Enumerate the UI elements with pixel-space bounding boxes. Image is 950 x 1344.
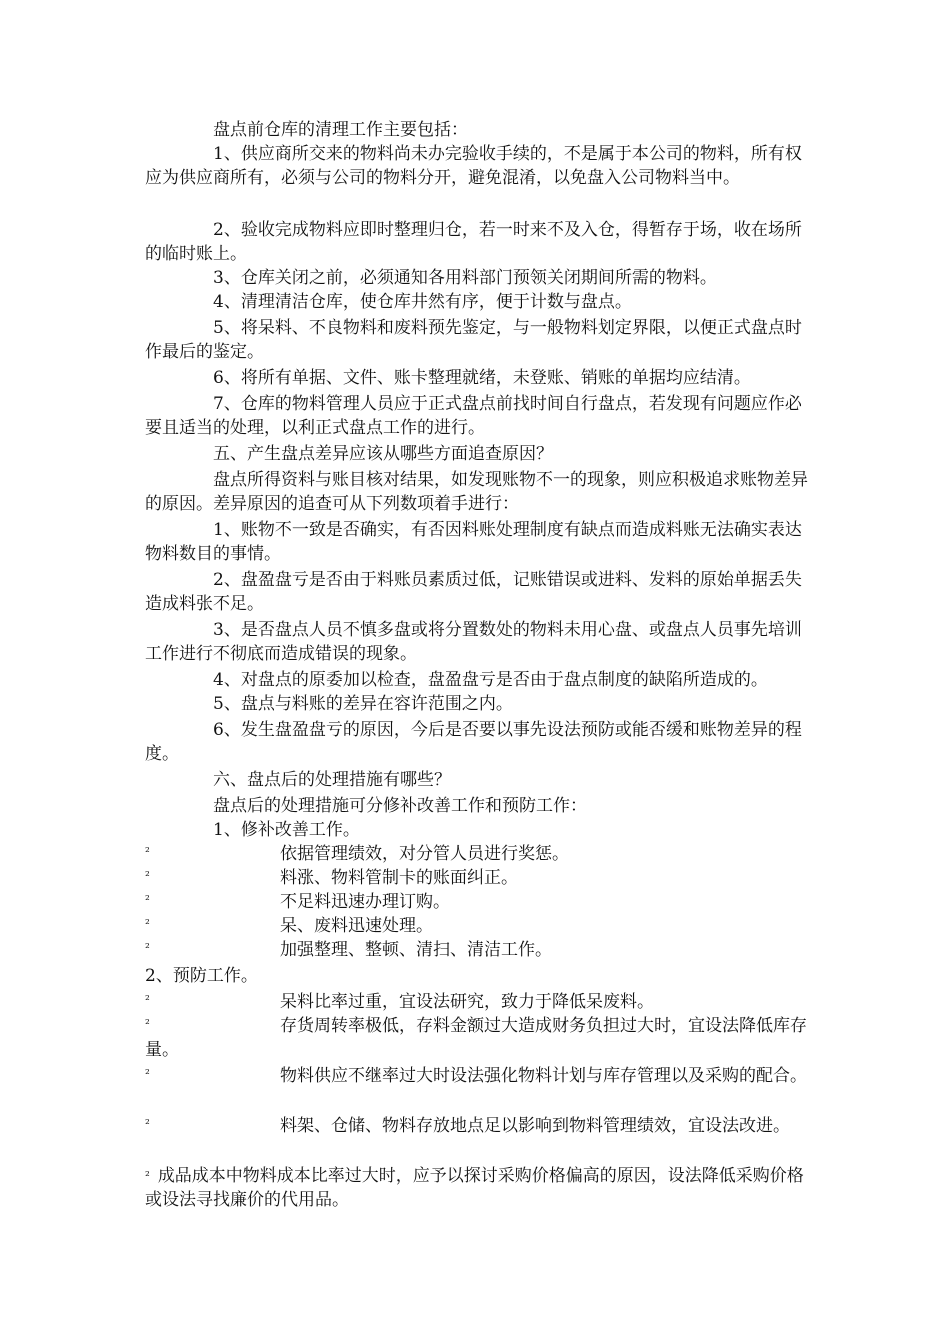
list-item [145, 1114, 815, 1138]
paragraph-repair-title: 1、修补改善工作。 [213, 820, 360, 840]
list-item [145, 866, 815, 890]
list-item [145, 990, 815, 1014]
paragraph-diff-5: 5、盘点与料账的差异在容许范围之内。 [213, 694, 513, 714]
paragraph-diff-6: 6、发生盘盈盘亏的原因，今后是否要以事先设法预防或能否缓和账物差异的程度。 [145, 720, 802, 764]
list-item [145, 1164, 815, 1212]
list-item-text: 物料供应不继率过大时设法强化物料计划与库存管理以及采购的配合。 [280, 1066, 807, 1086]
bullet-mark: ² [145, 869, 150, 883]
bullet-mark: ² [145, 845, 150, 859]
paragraph-item-5: 5、将呆料、不良物料和废料预先鉴定，与一般物料划定界限，以便正式盘点时作最后的鉴定。 [145, 318, 802, 362]
paragraph-intro: 盘点前仓库的清理工作主要包括： [213, 120, 468, 140]
list-item-text: 料架、仓储、物料存放地点足以影响到物料管理绩效，宜设法改进。 [280, 1116, 790, 1136]
paragraph-diff-4: 4、对盘点的原委加以检查，盘盈盘亏是否由于盘点制度的缺陷所造成的。 [213, 670, 768, 690]
paragraph-item-6: 6、将所有单据、文件、账卡整理就绪，未登账、销账的单据均应结清。 [213, 368, 751, 388]
list-item-body: 成品成本中物料成本比率过大时，应予以探讨采购价格偏高的原因，设法降低采购价格或设法寻找廉价的代用品。 [145, 1166, 804, 1210]
bullet-mark: ² [145, 893, 150, 907]
list-item-text: 依据管理绩效，对分管人员进行奖惩。 [280, 844, 569, 864]
paragraph-diff-intro: 盘点所得资料与账目核对结果，如发现账物不一的现象，则应积极追求账物差异的原因。差异原因的追查可从下列数项着手进行： [145, 470, 808, 514]
paragraph-after-intro: 盘点后的处理措施可分修补改善工作和预防工作： [213, 796, 587, 816]
list-item-text: 存货周转率极低，存料金额过大造成财务负担过大时，宜设法降低库存量。 [145, 1016, 807, 1060]
paragraph-prevent-title: 2、预防工作。 [145, 966, 258, 986]
section-heading-5: 五、产生盘点差异应该从哪些方面追查原因？ [213, 444, 553, 464]
bullet-mark: ² [145, 1117, 150, 1131]
list-item-text: 呆料比率过重，宜设法研究，致力于降低呆废料。 [280, 992, 654, 1012]
paragraph-item-3: 3、仓库关闭之前，必须通知各用料部门预领关闭期间所需的物料。 [213, 268, 717, 288]
paragraph-diff-2: 2、盘盈盘亏是否由于料账员素质过低，记账错误或进料、发料的原始单据丢失造成料张不足。 [145, 570, 802, 614]
list-item [145, 842, 815, 866]
bullet-mark: ² [145, 1017, 150, 1031]
paragraph-item-2: 2、验收完成物料应即时整理归仓，若一时来不及入仓，得暂存于场，收在场所的临时账上。 [145, 220, 802, 264]
list-item [145, 1014, 815, 1062]
list-item-text: 加强整理、整顿、清扫、清洁工作。 [280, 940, 552, 960]
list-item [145, 1064, 815, 1088]
paragraph-diff-1: 1、账物不一致是否确实，有否因料账处理制度有缺点而造成料账无法确实表达物料数目的事情。 [145, 520, 802, 564]
paragraph-item-7: 7、仓库的物料管理人员应于正式盘点前找时间自行盘点，若发现有问题应作必要且适当的处理，以利正式盘点工作的进行。 [145, 394, 802, 438]
list-item-text [145, 1164, 815, 1212]
paragraph-diff-3: 3、是否盘点人员不慎多盘或将分置数处的物料未用心盘、或盘点人员事先培训工作进行不彻底而造成错误的现象。 [145, 620, 802, 664]
bullet-mark: ² [145, 941, 150, 955]
paragraph-item-1: 1、供应商所交来的物料尚未办完验收手续的，不是属于本公司的物料，所有权应为供应商所有，必须与公司的物料分开，避免混淆，以免盘入公司物料当中。 [145, 144, 802, 188]
bullet-mark: ² [145, 993, 150, 1007]
bullet-mark: ² [145, 1169, 150, 1183]
list-item [145, 914, 815, 938]
paragraph-item-4: 4、清理清洁仓库，使仓库井然有序，便于计数与盘点。 [213, 292, 632, 312]
list-item-text: 呆、废料迅速处理。 [280, 916, 433, 936]
bullet-mark: ² [145, 1067, 150, 1081]
list-item [145, 938, 815, 962]
list-item-text: 料涨、物料管制卡的账面纠正。 [280, 868, 518, 888]
list-item [145, 890, 815, 914]
bullet-mark: ² [145, 917, 150, 931]
list-item-text: 不足料迅速办理订购。 [280, 892, 450, 912]
section-heading-6: 六、盘点后的处理措施有哪些？ [213, 770, 451, 790]
